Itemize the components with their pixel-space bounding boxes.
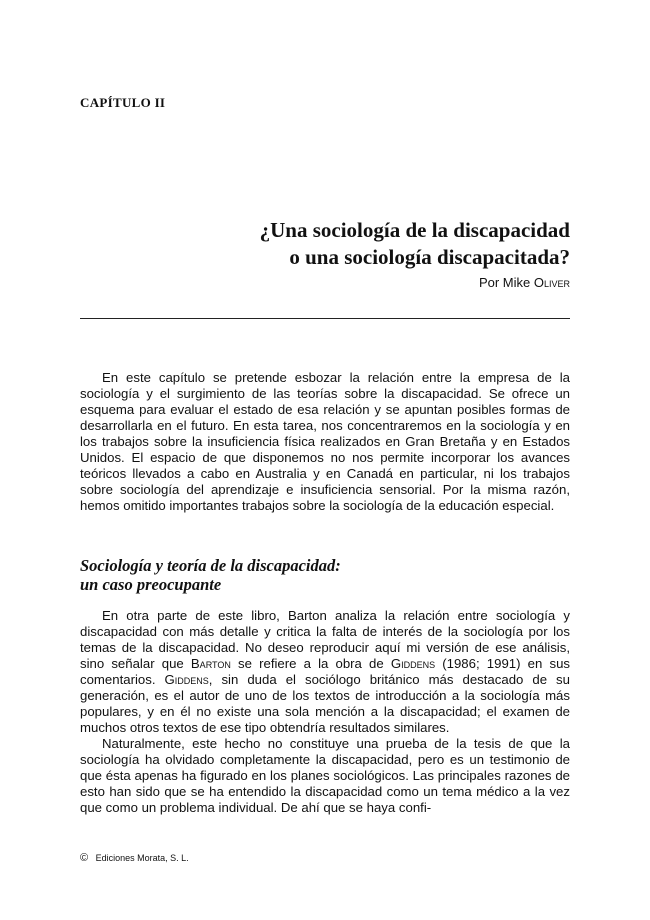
publisher-name: Ediciones Morata, S. L. xyxy=(95,853,189,863)
author-surname: Oliver xyxy=(533,275,570,290)
section-body xyxy=(80,608,570,816)
section-heading xyxy=(80,556,341,594)
section-heading-line-2: un caso preocupante xyxy=(80,575,222,594)
copyright-icon: © xyxy=(80,852,89,864)
text-run: (1986; 1991) en sus comentarios. xyxy=(80,656,570,687)
cited-author-giddens: Giddens xyxy=(390,656,436,671)
text-run: se refiere a la obra de xyxy=(230,656,391,671)
text-run: En otra parte de este libro, Barton analiza la relación entre sociología y discapacidad con más detalle y critica la falta de interés de la sociología por los temas de la discapacidad. No deseo reproducir aquí mi versión de ese análisis, sino señalar que xyxy=(80,608,570,671)
cited-author-giddens: Giddens xyxy=(164,672,209,687)
section-paragraph-2: Naturalmente, este hecho no constituye una prueba de la tesis de que la sociología ha olvidado completamente la discapacidad, pero es un testimonio de que ésta apenas ha figurado en los planes sociológicos. Las principales razones de esto han sido que se ha entendido la discapacidad como un tema médico a la vez que como un problema individual. De ahí que se haya confi- xyxy=(80,736,570,815)
intro-paragraph: En este capítulo se pretende esbozar la relación entre la empresa de la sociología y el surgimiento de las teorías sobre la discapacidad. Se ofrece un esquema para evaluar el estado de esa relación y se apuntan posibles formas de desarrollarla en el futuro. En esta tarea, nos concentraremos en la sociología y en los trabajos sobre la insuficiencia física realizados en Gran Bretaña y en Estados Unidos. El espacio de que disponemos no nos permite incorporar los avances teóricos llevados a cabo en Australia y en Canadá en particular, ni los trabajos sobre sociología del aprendizaje e insuficiencia sensorial. Por la misma razón, hemos omitido importantes trabajos sobre la sociología de la educación especial. xyxy=(80,370,570,513)
section-paragraph-1 xyxy=(80,608,570,736)
page-footer xyxy=(80,852,189,864)
chapter-title xyxy=(260,217,570,271)
title-divider xyxy=(80,318,570,319)
author-prefix: Por Mike xyxy=(478,275,531,290)
text-run: , sin duda el sociólogo británico más destacado de su generación, es el autor de uno de los textos de introducción a la sociología más populares, y en él no existe una sola mención a la discapacidad; el examen de muchos otros textos de ese tipo obtendría resultados similares. xyxy=(80,672,570,735)
cited-author-barton: Barton xyxy=(190,656,231,671)
section-heading-line-1: Sociología y teoría de la discapacidad: xyxy=(80,556,341,575)
chapter-title-line-2: o una sociología discapacitada? xyxy=(289,245,570,269)
author-byline xyxy=(479,275,570,290)
intro-section xyxy=(80,370,570,514)
chapter-label: CAPÍTULO II xyxy=(80,95,166,110)
chapter-title-line-1: ¿Una sociología de la discapacidad xyxy=(259,218,570,242)
